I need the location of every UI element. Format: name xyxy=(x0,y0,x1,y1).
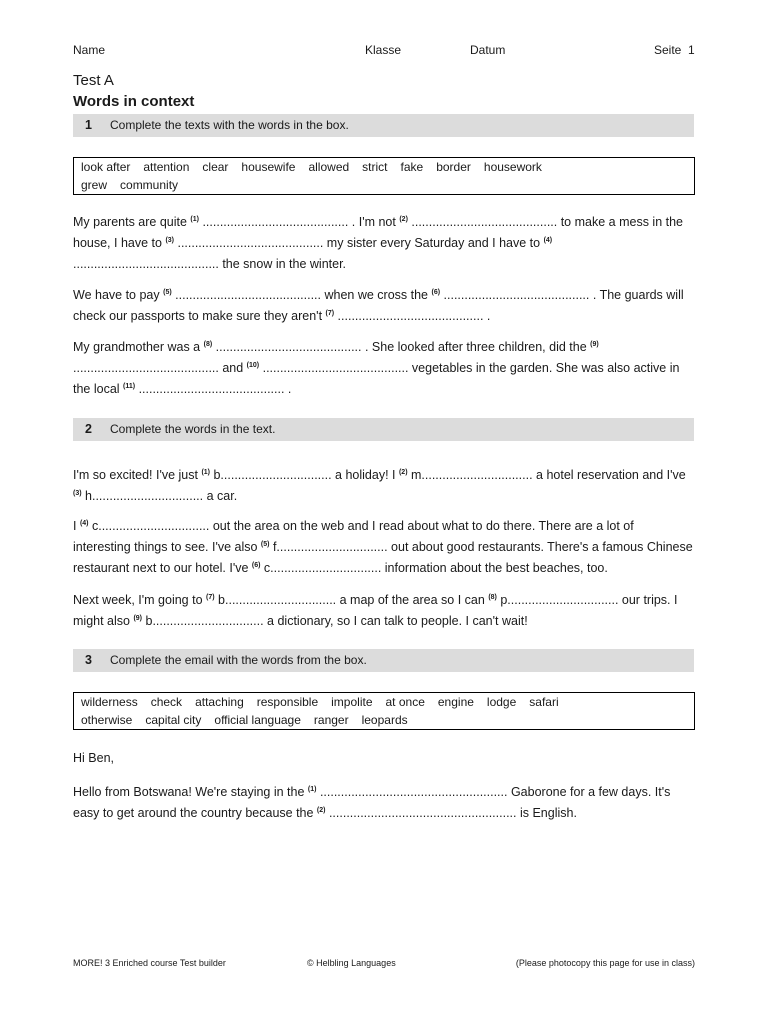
gap-number: (9) xyxy=(590,341,599,348)
name-label: Name xyxy=(73,43,106,57)
page-title: Words in context xyxy=(73,93,195,110)
exercise-number: 1 xyxy=(85,118,92,132)
gap-text: b................................ a dictionary, so I can talk to people. I can't wait! xyxy=(142,614,528,628)
exercise-number: 2 xyxy=(85,422,92,436)
gap-text: b................................ a holiday! I xyxy=(210,468,399,482)
gap-text: b................................ a map of the area so I can xyxy=(214,593,489,607)
word-box-item: allowed xyxy=(308,160,350,174)
gap-text: c................................ out the area on the web and I read about what to do there. There are a lot of interesting things to see. I've also xyxy=(73,519,634,554)
exercise-1-text-2 xyxy=(73,285,694,327)
gap-text: h................................ a car. xyxy=(81,489,238,503)
gap-number: (10) xyxy=(246,362,260,369)
gap-text: .......................................... vegetables in the garden. She was also active in the local xyxy=(73,361,680,396)
gap-number: (1) xyxy=(190,216,199,223)
word-box-item: at once xyxy=(385,695,425,709)
exercise-3-header xyxy=(73,649,694,672)
gap-text: ...................................................... is English. xyxy=(325,806,577,820)
gap-text: .......................................... . She looked after three children, did the xyxy=(212,340,591,354)
gap-number: (1) xyxy=(307,786,317,793)
word-box-item: housework xyxy=(483,160,542,174)
text-run: I'm so excited! I've just xyxy=(73,468,202,482)
gap-number: (6) xyxy=(431,289,441,296)
gap-number: (9) xyxy=(133,615,143,622)
footer-course: MORE! 3 Enriched course Test builder xyxy=(73,958,226,968)
gap-number: (4) xyxy=(543,237,553,244)
gap-number: (7) xyxy=(325,310,335,317)
word-box-item: grew xyxy=(81,178,108,192)
word-box-item: lodge xyxy=(486,695,517,709)
exercise-instruction: Complete the email with the words from the box. xyxy=(110,653,367,667)
gap-number: (1) xyxy=(201,469,210,476)
word-box-item: otherwise xyxy=(81,713,133,727)
exercise-1-header xyxy=(73,114,694,137)
gap-number: (3) xyxy=(73,490,82,497)
word-box-item: capital city xyxy=(145,713,202,727)
word-box-item: attaching xyxy=(195,695,244,709)
word-box-item: look after xyxy=(81,160,131,174)
footer-note: (Please photocopy this page for use in class) xyxy=(515,958,695,968)
gap-number: (8) xyxy=(203,341,213,348)
gap-number: (7) xyxy=(206,594,215,601)
gap-number: (5) xyxy=(260,541,270,548)
gap-text: .......................................... . The guards will check our passports to make sure they aren't xyxy=(73,288,684,323)
gap-text: c................................ information about the best beaches, too. xyxy=(260,561,608,575)
word-box-1 xyxy=(73,157,695,195)
text-run: Next week, I'm going to xyxy=(73,593,207,607)
gap-number: (3) xyxy=(165,237,174,244)
gap-number: (6) xyxy=(251,562,261,569)
exercise-instruction: Complete the words in the text. xyxy=(110,422,276,436)
gap-number: (5) xyxy=(163,289,172,296)
word-box-item: engine xyxy=(437,695,474,709)
text-run: I xyxy=(73,519,80,533)
gap-text: ...................................................... Gaborone for a few days. It's easy to get around the country because the xyxy=(73,785,671,820)
text-run: My parents are quite xyxy=(73,215,191,229)
exercise-number: 3 xyxy=(85,653,92,667)
word-box-3 xyxy=(73,692,695,730)
gap-text: .......................................... my sister every Saturday and I have to xyxy=(174,236,544,250)
gap-number: (2) xyxy=(398,469,408,476)
gap-number: (4) xyxy=(79,520,89,527)
gap-number: (11) xyxy=(123,383,136,390)
text-run: My grandmother was a xyxy=(73,340,204,354)
word-box-item: housewife xyxy=(241,160,296,174)
gap-text: p................................ our trips. I might also xyxy=(73,593,678,628)
word-box-item: community xyxy=(120,178,179,192)
exercise-1-text-1 xyxy=(73,212,694,275)
word-box-item: wilderness xyxy=(81,695,138,709)
gap-text: .......................................... when we cross the xyxy=(171,288,432,302)
text-run: Hello from Botswana! We're staying in the xyxy=(73,785,308,799)
gap-text: .......................................... . xyxy=(334,309,491,323)
word-box-item: attention xyxy=(143,160,190,174)
exercise-instruction: Complete the texts with the words in the box. xyxy=(110,118,349,132)
word-box-item: fake xyxy=(400,160,424,174)
exercise-2-text-2 xyxy=(73,516,694,579)
word-box-item: leopards xyxy=(361,713,408,727)
gap-text: .......................................... the snow in the winter. xyxy=(73,257,347,271)
test-label: Test A xyxy=(73,72,114,89)
class-label: Klasse xyxy=(365,43,402,57)
text-run: We have to pay xyxy=(73,288,164,302)
gap-text: .......................................... . xyxy=(135,382,292,396)
word-box-item: border xyxy=(436,160,471,174)
exercise-2-header xyxy=(73,418,694,441)
word-box-item: responsible xyxy=(256,695,319,709)
date-label: Datum xyxy=(470,43,506,57)
exercise-1-text-3 xyxy=(73,337,694,400)
email-greeting: Hi Ben, xyxy=(73,751,114,765)
exercise-3-text-1 xyxy=(73,782,694,824)
page-number: Seite 1 xyxy=(654,43,695,57)
gap-number: (8) xyxy=(488,594,497,601)
word-box-item: ranger xyxy=(313,713,349,727)
word-box-item: clear xyxy=(202,160,229,174)
word-box-item: strict xyxy=(362,160,388,174)
gap-number: (2) xyxy=(399,216,408,223)
word-box-item: official language xyxy=(214,713,301,727)
exercise-2-text-1 xyxy=(73,465,694,507)
footer-publisher: © Helbling Languages xyxy=(307,958,396,968)
gap-text: f................................ out about good restaurants. There's a famous Chinese restaurant next to our hotel. I've xyxy=(73,540,693,575)
word-box-item: safari xyxy=(529,695,559,709)
gap-text: m................................ a hotel reservation and I've xyxy=(407,468,686,482)
gap-number: (2) xyxy=(316,807,326,814)
gap-text: .......................................... to make a mess in the house, I have to xyxy=(73,215,683,250)
word-box-item: impolite xyxy=(331,695,373,709)
gap-text: .......................................... . I'm not xyxy=(198,215,400,229)
word-box-item: check xyxy=(150,695,183,709)
exercise-2-text-3 xyxy=(73,590,694,632)
gap-text: .......................................... and xyxy=(73,361,247,375)
